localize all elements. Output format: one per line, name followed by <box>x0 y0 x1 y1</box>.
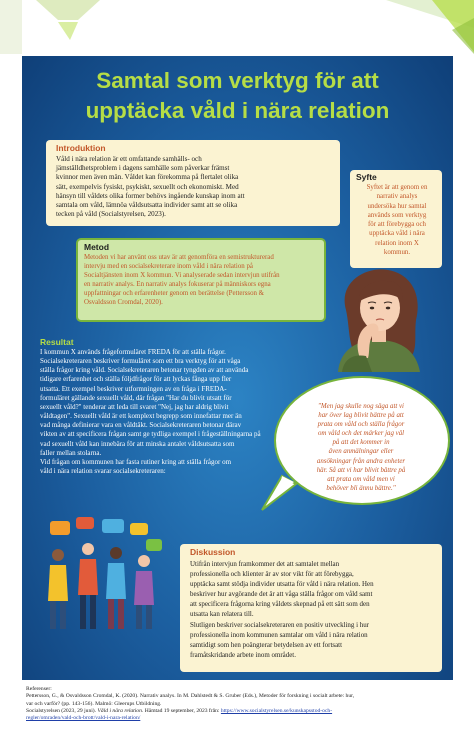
text-line: har över lag blivit bättre på att <box>318 412 404 420</box>
text-line: utsatta kan relatera till. <box>190 610 254 619</box>
text-line: narrativ analys <box>376 193 418 201</box>
text-line: professionella och klienter är av stor vikt för att förebygga, <box>190 570 354 579</box>
text-line: vad många definierar vara en våldtäkt. Socialsekreteraren betonar därav <box>40 421 242 430</box>
top-right-decoration-icon <box>274 0 474 54</box>
text-line: faller mellan stolarna. <box>40 448 102 457</box>
text-line: att prata om våld men vi <box>327 475 395 483</box>
introduktion-heading: Introduktion <box>56 143 106 153</box>
group-with-speech-bubbles-illustration-icon <box>36 515 174 633</box>
reference-2-link-part-1[interactable]: https://www.socialstyrelsen.se/kunskapsstod-och- <box>220 707 333 714</box>
text-line: samtidigt som hen poängterar betydelsen av ett fortsatt <box>190 640 343 649</box>
diskussion-heading: Diskussion <box>190 547 236 557</box>
metod-text <box>84 253 320 308</box>
text-line: om våld och det märker jag väl <box>317 430 405 438</box>
speech-bubble-tail-cover-icon <box>266 472 296 502</box>
metod-heading: Metod <box>84 242 110 252</box>
resultat-text <box>40 348 302 476</box>
text-line: ställa frågor kring våld. Socialsekreteraren betonar tyngden av att använda <box>40 366 249 375</box>
syfte-heading: Syfte <box>356 172 377 182</box>
text-line: beskriver hur avgörande det är att våga ställa frågor om våld samt <box>190 590 373 599</box>
text-line: utsatta. Ett exempel beskriver utformningen av en fråga i FREDA- <box>40 384 227 393</box>
text-line: på att det kommer in <box>332 439 390 447</box>
text-line: vad sexuellt våld kan innebära för att minska antalet våldsutsatta som <box>40 439 235 448</box>
text-line: framåtskridande arbete inom området. <box>190 650 296 659</box>
references-heading: Referenser: <box>26 686 52 692</box>
text-line: behöver bli ännu bättre." <box>326 484 396 492</box>
reference-2-prefix: Socialstyrelsen (2023, 29 juni). <box>26 707 97 714</box>
syfte-text <box>354 183 440 257</box>
text-line: prata om våld och ställa frågor <box>317 421 405 429</box>
text-line: Socialtjänsten inom X kommun. Vi analyserade sedan intervjun utifrån <box>84 272 280 280</box>
text-line: Osvaldsson Cromdal, 2020). <box>84 299 163 307</box>
text-line: kvinnor men även män. Våldet kan förekomma på flertalet olika <box>56 173 239 182</box>
text-line: I kommun X används frågeformuläret FREDA för att ställa frågor. <box>40 348 226 356</box>
text-line: kommun. <box>383 249 411 257</box>
woman-thinking-illustration-icon <box>318 262 436 372</box>
text-line: Våld i nära relation är ett omfattande samhälls- och <box>56 155 202 163</box>
text-line: här. Så att vi har blivit bättre på <box>316 466 406 474</box>
text-line: samtala om våld, lämnöa våldsutsatta individer samt att se olika <box>56 201 238 210</box>
text-line: vikten av att specificera frågan samt ge tydliga exempel i frågeställningarna på <box>40 430 261 439</box>
reference-1-line-2: var och varför? (pp. 143-156). Malmö: Gleerups Utbildning. <box>26 700 162 707</box>
text-line: våld i nära relation svarar socialsekreteraren: <box>40 467 166 476</box>
reference-2-line-1 <box>26 708 456 715</box>
text-line: upptäcka våld i nära <box>369 230 425 238</box>
text-line: även anmälningar eller <box>328 448 394 456</box>
text-line: att specificera frågorna kring våldets skepnad på ett sätt som den <box>190 600 370 609</box>
text-line: uppfattningar och erfarenheter genom en berättelse (Pettersson & <box>84 290 265 298</box>
text-line: ansökningar från andra enheter <box>316 457 406 465</box>
reference-2-title: Våld i nära relation. <box>97 707 144 714</box>
text-line: sätt, exempelvis fysiskt, psykiskt, sexuellt och ekonomiskt. Med <box>56 182 239 191</box>
text-line: sexuellt våld?" tenderar att leda till svaret "Nej, jag har aldrig blivit <box>40 402 229 411</box>
quote-text <box>297 402 425 493</box>
reference-1-line-1: Pettersson, G., & Osvaldsson Cromdal, K. (2020). Narrativ analys. In M. Dahlstedt & S. Gruber (Eds.), Metoder för forskning i socialt arbete: hur, <box>26 693 355 700</box>
text-line: Syftet är att genom en <box>366 184 428 191</box>
text-line: professionella inom kommunen samtalar om våld i nära relation <box>190 630 368 639</box>
text-line: "Men jag skulle nog säga att vi <box>318 403 404 410</box>
introduktion-text <box>56 155 338 219</box>
text-line: tidigare erfarenhet och ställa följdfrågor för att lyckas fånga upp fler <box>40 375 232 384</box>
references <box>26 686 456 722</box>
text-line: formuläret gällande sexuellt våld, där frågan "Har du blivit utsatt för <box>40 393 232 402</box>
text-line: för att förebygga och <box>368 221 426 229</box>
text-line: Slutligen beskriver socialsekreteraren en positiv utveckling i hur <box>190 620 369 629</box>
reference-2-suffix: Hämtad 19 september, 2023 från: <box>144 707 220 714</box>
text-line: relation inom X <box>375 239 419 247</box>
poster-title <box>22 66 453 126</box>
title-line-1: Samtal som verktyg för att <box>96 68 379 93</box>
title-line-2: upptäcka våld i nära relation <box>85 98 390 123</box>
text-line: upptäcka samt stödja individer utsatta för våld i nära relation. Hen <box>190 580 374 589</box>
text-line: våldtagen". Sexuellt våld är ett komplext begrepp som innefattar mer än <box>40 412 242 421</box>
text-line: en narrativ analys. En narrativ analys fokuserar på människors egna <box>84 281 271 289</box>
text-line: hänsyn till våldets olika former behövs ingående kunskap inom att <box>56 191 245 200</box>
text-line: Vid frågan om kommunen har fasta rutiner kring att ställa frågor om <box>40 457 232 466</box>
text-line: används som verktyg <box>367 211 427 219</box>
top-left-decoration-icon <box>0 0 150 54</box>
text-line: tecken på våld (Socialstyrelsen, 2023). <box>56 210 166 219</box>
text-line: jämställdhetsproblem i dagens samhälle som påverkar främst <box>56 164 230 173</box>
diskussion-text <box>190 559 440 660</box>
resultat-heading: Resultat <box>40 337 74 347</box>
text-line: Utifrån intervjun framkommer det att samtalet mellan <box>190 560 340 568</box>
reference-2-link-part-2[interactable]: regler/omraden/vald-och-brott/vald-i-nara-relation/ <box>26 715 141 722</box>
text-line: undersöka hur samtal <box>367 202 427 210</box>
text-line: intervju med en socialsekreterare inom våld i nära relation på <box>84 263 253 271</box>
text-line: Socialsekreteraren beskriver formuläret som ett bra verktyg för att våga <box>40 357 241 366</box>
text-line: Metoden vi har använt oss utav är att genomföra en semistrukturerad <box>84 254 274 261</box>
